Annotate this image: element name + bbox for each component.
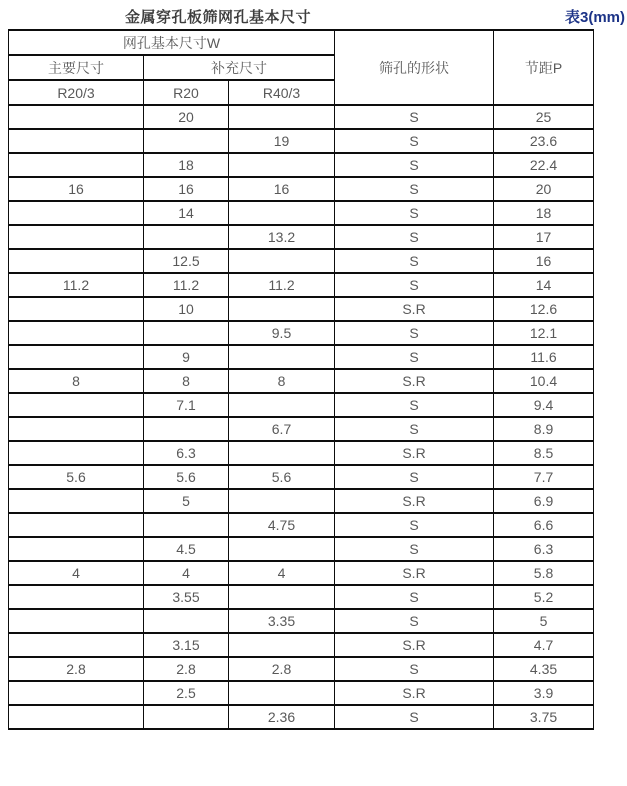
table-row <box>9 633 594 657</box>
cell <box>229 249 335 273</box>
cell <box>9 441 144 465</box>
cell: 4 <box>144 561 229 585</box>
cell: S.R <box>335 297 494 321</box>
table-caption-bar <box>0 0 627 29</box>
cell: 18 <box>494 201 594 225</box>
cell: S <box>335 273 494 297</box>
cell: S <box>335 585 494 609</box>
cell <box>9 393 144 417</box>
cell: 14 <box>144 201 229 225</box>
header-series-r20-3: R20/3 <box>9 80 144 105</box>
cell: S <box>335 321 494 345</box>
header-sieve-hole-shape: 筛孔的形状 <box>335 30 494 105</box>
cell <box>229 441 335 465</box>
cell: 11.2 <box>9 273 144 297</box>
table-row <box>9 201 594 225</box>
cell: 6.3 <box>494 537 594 561</box>
header-supplementary-size: 补充尺寸 <box>144 55 335 80</box>
cell: 17 <box>494 225 594 249</box>
cell: 3.9 <box>494 681 594 705</box>
cell: 11.2 <box>144 273 229 297</box>
cell <box>9 537 144 561</box>
cell: S <box>335 657 494 681</box>
cell: S <box>335 393 494 417</box>
cell <box>229 105 335 129</box>
cell <box>229 489 335 513</box>
table-row <box>9 489 594 513</box>
cell <box>229 633 335 657</box>
cell: 16 <box>229 177 335 201</box>
cell: 9.4 <box>494 393 594 417</box>
table-row <box>9 417 594 441</box>
cell: 4 <box>229 561 335 585</box>
cell: S <box>335 465 494 489</box>
cell: S <box>335 177 494 201</box>
cell <box>229 201 335 225</box>
table-row <box>9 369 594 393</box>
cell: 16 <box>144 177 229 201</box>
cell: 2.8 <box>9 657 144 681</box>
table-row <box>9 681 594 705</box>
cell: 16 <box>494 249 594 273</box>
cell <box>9 297 144 321</box>
cell <box>9 201 144 225</box>
cell: S.R <box>335 633 494 657</box>
cell: 12.1 <box>494 321 594 345</box>
table-row <box>9 225 594 249</box>
cell: S.R <box>335 561 494 585</box>
cell: 9 <box>144 345 229 369</box>
cell: 14 <box>494 273 594 297</box>
cell <box>9 609 144 633</box>
cell: 3.15 <box>144 633 229 657</box>
cell: 23.6 <box>494 129 594 153</box>
cell: 5.6 <box>229 465 335 489</box>
cell: 3.75 <box>494 705 594 729</box>
table-row <box>9 393 594 417</box>
cell: 5.8 <box>494 561 594 585</box>
table-row <box>9 177 594 201</box>
cell: S.R <box>335 369 494 393</box>
cell: S <box>335 537 494 561</box>
header-pitch-p: 节距P <box>494 30 594 105</box>
page-title: 金属穿孔板筛网孔基本尺寸 <box>125 9 312 26</box>
cell <box>229 297 335 321</box>
cell: S <box>335 129 494 153</box>
table-row <box>9 273 594 297</box>
cell: 8.5 <box>494 441 594 465</box>
cell <box>144 225 229 249</box>
header-series-r40-3: R40/3 <box>229 80 335 105</box>
table-header <box>9 30 594 105</box>
cell: S <box>335 705 494 729</box>
table-row <box>9 609 594 633</box>
cell <box>9 345 144 369</box>
cell: 12.5 <box>144 249 229 273</box>
cell: 20 <box>144 105 229 129</box>
cell <box>9 225 144 249</box>
cell: 7.7 <box>494 465 594 489</box>
cell: 4 <box>9 561 144 585</box>
cell: S.R <box>335 681 494 705</box>
cell: S <box>335 417 494 441</box>
table-row <box>9 561 594 585</box>
cell: 12.6 <box>494 297 594 321</box>
cell <box>9 129 144 153</box>
table-row <box>9 513 594 537</box>
cell: S.R <box>335 441 494 465</box>
header-mesh-basic-size-w: 网孔基本尺寸W <box>9 30 335 55</box>
cell <box>229 681 335 705</box>
cell: 2.8 <box>229 657 335 681</box>
cell: 2.36 <box>229 705 335 729</box>
cell <box>9 417 144 441</box>
table-row <box>9 537 594 561</box>
cell: 9.5 <box>229 321 335 345</box>
table-row <box>9 297 594 321</box>
cell <box>9 513 144 537</box>
cell <box>229 585 335 609</box>
cell <box>9 153 144 177</box>
table-row <box>9 705 594 729</box>
cell: 5 <box>144 489 229 513</box>
cell: 4.35 <box>494 657 594 681</box>
cell: 11.6 <box>494 345 594 369</box>
cell: S <box>335 105 494 129</box>
cell: S <box>335 345 494 369</box>
cell: 8 <box>229 369 335 393</box>
cell: 6.3 <box>144 441 229 465</box>
mesh-dimension-table <box>8 29 594 730</box>
cell <box>229 393 335 417</box>
cell: 2.5 <box>144 681 229 705</box>
cell: 4.5 <box>144 537 229 561</box>
cell <box>229 537 335 561</box>
cell: 6.9 <box>494 489 594 513</box>
cell: 25 <box>494 105 594 129</box>
cell: 13.2 <box>229 225 335 249</box>
cell <box>144 129 229 153</box>
table-row <box>9 321 594 345</box>
cell: S <box>335 153 494 177</box>
cell: 6.7 <box>229 417 335 441</box>
cell: 8 <box>9 369 144 393</box>
cell: 5.2 <box>494 585 594 609</box>
cell: 3.35 <box>229 609 335 633</box>
table-row <box>9 129 594 153</box>
cell <box>9 633 144 657</box>
cell: S <box>335 513 494 537</box>
cell: 19 <box>229 129 335 153</box>
cell <box>144 417 229 441</box>
header-series-r20: R20 <box>144 80 229 105</box>
cell: S <box>335 225 494 249</box>
cell <box>9 105 144 129</box>
table-row <box>9 345 594 369</box>
table-body <box>9 105 594 729</box>
table-row <box>9 105 594 129</box>
cell: 10.4 <box>494 369 594 393</box>
cell: 18 <box>144 153 229 177</box>
cell: S <box>335 201 494 225</box>
cell: 22.4 <box>494 153 594 177</box>
cell <box>144 513 229 537</box>
table-row <box>9 465 594 489</box>
cell: 5.6 <box>9 465 144 489</box>
cell: S <box>335 609 494 633</box>
cell: 10 <box>144 297 229 321</box>
cell: 8.9 <box>494 417 594 441</box>
cell: 5 <box>494 609 594 633</box>
cell <box>9 249 144 273</box>
cell: 16 <box>9 177 144 201</box>
cell: 7.1 <box>144 393 229 417</box>
cell: 11.2 <box>229 273 335 297</box>
table-row <box>9 657 594 681</box>
cell: S.R <box>335 489 494 513</box>
cell <box>9 705 144 729</box>
cell <box>144 321 229 345</box>
table-row <box>9 153 594 177</box>
cell: 4.75 <box>229 513 335 537</box>
cell <box>229 345 335 369</box>
table-row <box>9 249 594 273</box>
cell <box>9 489 144 513</box>
cell <box>9 681 144 705</box>
cell: 2.8 <box>144 657 229 681</box>
cell <box>229 153 335 177</box>
cell: 3.55 <box>144 585 229 609</box>
cell: 20 <box>494 177 594 201</box>
cell <box>144 609 229 633</box>
cell: 6.6 <box>494 513 594 537</box>
cell <box>9 585 144 609</box>
cell: 8 <box>144 369 229 393</box>
header-main-size: 主要尺寸 <box>9 55 144 80</box>
cell: 5.6 <box>144 465 229 489</box>
cell <box>144 705 229 729</box>
header-row-1 <box>9 30 594 55</box>
table-row <box>9 585 594 609</box>
cell: S <box>335 249 494 273</box>
table-row <box>9 441 594 465</box>
table-number-label: 表3(mm) <box>564 9 625 26</box>
cell: 4.7 <box>494 633 594 657</box>
cell <box>9 321 144 345</box>
